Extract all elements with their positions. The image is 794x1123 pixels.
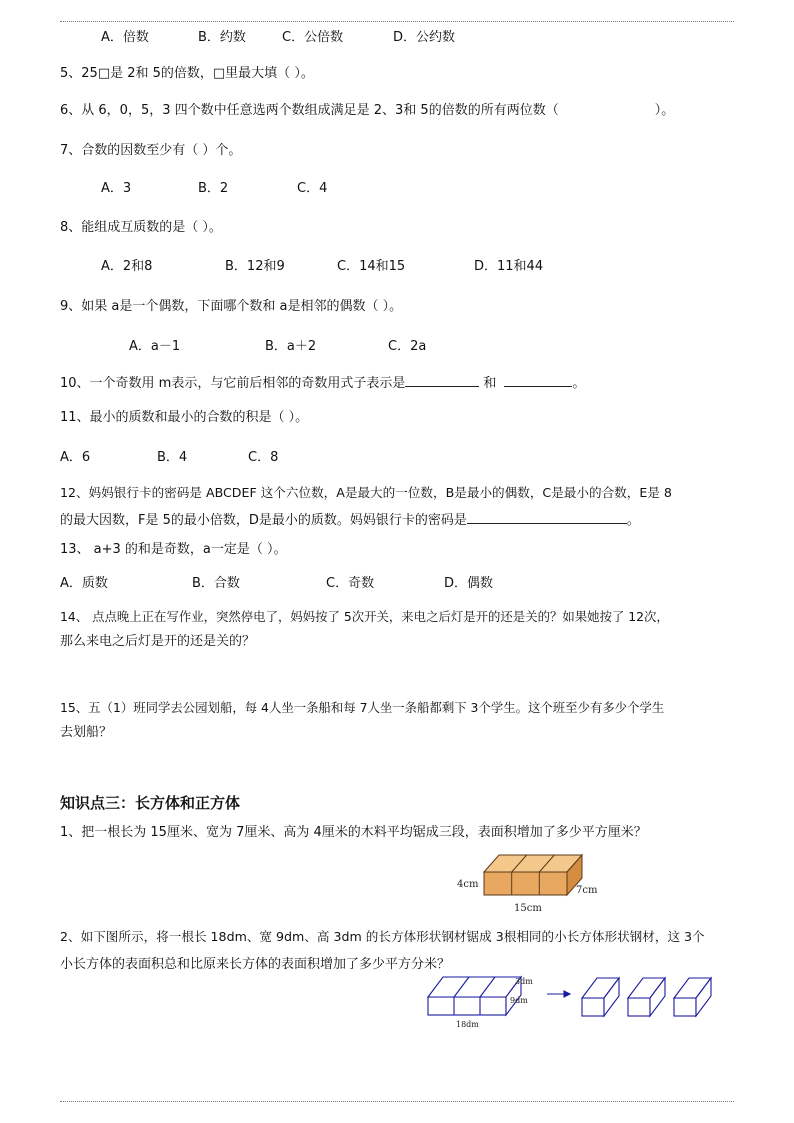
question-10 (60, 372, 585, 393)
question-10-text: 10、一个奇数用 m表示，与它前后相邻的奇数用式子表示是 (60, 376, 406, 391)
fig1-length-label: 15cm (514, 903, 542, 914)
small-bar-2 (628, 978, 665, 1016)
q13-option-b: B．合数 (192, 576, 240, 591)
answer-blank-2[interactable] (504, 372, 572, 387)
question-13: 13、 a+3 的和是奇数，a一定是（ ）。 (60, 542, 287, 557)
wood-front-face (484, 872, 567, 895)
question-12-line-1: 12、妈妈银行卡的密码是 ABCDEF 这个六位数，A是最大的一位数，B是最小的偶数，C是最小的合数，E是 8 (60, 485, 672, 500)
q13-option-d: D．偶数 (444, 576, 494, 591)
password-blank[interactable] (467, 509, 627, 524)
arrow-icon (547, 991, 570, 997)
section-question-2-line-1: 2、如下图所示，将一根长 18dm、宽 9dm、高 3dm 的长方体形状钢材锯成 3根相同的小长方体形状钢材，这 3个 (60, 929, 705, 944)
question-10-and: 和 (483, 376, 497, 391)
fig2-width-label: 9dm (510, 996, 528, 1005)
q13-option-a: A．质数 (60, 576, 108, 591)
q11-option-c: C．8 (248, 450, 279, 465)
q7-option-a: A．3 (101, 181, 132, 196)
q13-option-c: C．奇数 (326, 576, 375, 591)
question-6 (60, 102, 674, 120)
question-12-text: 的最大因数，F是 5的最小倍数，D是最小的质数。妈妈银行卡的密码是 (60, 513, 467, 528)
small-bar-3 (674, 978, 711, 1016)
bottom-dotted-rule (60, 1101, 734, 1102)
q8-option-b: B．12和9 (225, 259, 285, 274)
top-dotted-rule (60, 21, 734, 22)
question-15-line-1: 15、五（1）班同学去公园划船，每 4人坐一条船和每 7人坐一条船都剩下 3个学生。这个班至少有多少个学生 (60, 700, 665, 715)
question-12-end: 。 (626, 513, 640, 528)
section-question-2-line-2: 小长方体的表面积总和比原来长方体的表面积增加了多少平方分米？ (60, 957, 451, 972)
q7-option-c: C．4 (297, 181, 328, 196)
q4-option-c: C．公倍数 (282, 30, 344, 45)
q9-option-a: A．a－1 (129, 339, 181, 354)
q9-option-b: B．a＋2 (265, 339, 317, 354)
steel-top-face (428, 977, 521, 997)
fig1-width-label: 7cm (576, 885, 598, 896)
wood-cuboid-figure (450, 845, 610, 915)
q4-option-d: D．公约数 (393, 30, 456, 45)
steel-bar-figure (420, 970, 720, 1035)
question-12-line-2 (60, 509, 640, 530)
question-9: 9、如果 a是一个偶数，下面哪个数和 a是相邻的偶数（ ）。 (60, 299, 403, 314)
q8-option-c: C．14和15 (337, 259, 406, 274)
q9-option-c: C．2a (388, 339, 427, 354)
fig2-length-label: 18dm (456, 1020, 479, 1029)
question-14-line-1: 14、 点点晚上正在写作业，突然停电了，妈妈按了 5次开关，来电之后灯是开的还是关的？如果她按了 12次， (60, 609, 669, 624)
question-14-line-2: 那么来电之后灯是开的还是关的？ (60, 634, 256, 649)
question-11: 11、最小的质数和最小的合数的积是（ ）。 (60, 410, 309, 425)
question-8: 8、能组成互质数的是（ ）。 (60, 220, 222, 235)
section-title: 知识点三：长方体和正方体 (60, 794, 241, 812)
question-5: 5、25□是 2和 5的倍数，□里最大填（ ）。 (60, 66, 314, 81)
fig2-height-label: 3dm (515, 977, 533, 986)
q7-option-b: B．2 (198, 181, 229, 196)
q4-option-a: A．倍数 (101, 30, 149, 45)
fig1-height-label: 4cm (457, 879, 479, 890)
question-6-text: 6、从 6，0，5，3 四个数中任意选两个数组成满足是 2、3和 5的倍数的所有两位数（ (60, 103, 559, 118)
q11-option-b: B．4 (157, 450, 188, 465)
steel-front-face (428, 997, 506, 1015)
small-bar-1 (582, 978, 619, 1016)
question-15-line-2: 去划船？ (60, 725, 113, 740)
answer-blank-1[interactable] (405, 372, 479, 387)
question-10-end: 。 (572, 376, 586, 391)
q8-option-d: D．11和44 (474, 259, 544, 274)
q4-option-b: B．约数 (198, 30, 246, 45)
q11-option-a: A．6 (60, 450, 91, 465)
question-7: 7、合数的因数至少有（ ）个。 (60, 143, 242, 158)
section-question-1: 1、把一根长为 15厘米、宽为 7厘米、高为 4厘米的木料平均锯成三段，表面积增加了多少平方厘米？ (60, 825, 647, 840)
wood-top-face (484, 855, 582, 872)
question-6-end: ）。 (654, 103, 675, 118)
q8-option-a: A．2和8 (101, 259, 153, 274)
